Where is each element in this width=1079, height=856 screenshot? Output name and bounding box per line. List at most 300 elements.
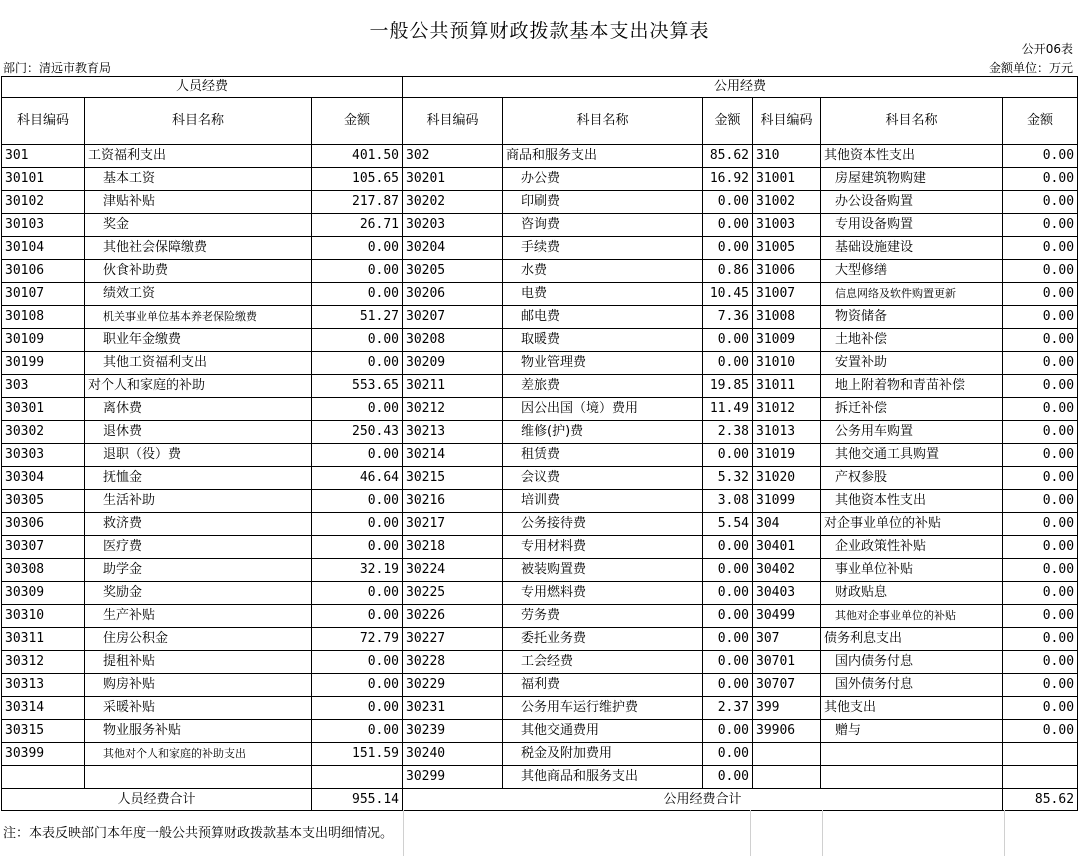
cell-amount: 0.00 <box>703 720 753 743</box>
cell-amount: 401.50 <box>312 145 403 168</box>
cell-amount: 16.92 <box>703 168 753 191</box>
cell-code: 31013 <box>753 421 821 444</box>
department-label: 部门：清远市教育局 <box>3 61 112 75</box>
table-row <box>2 214 1078 237</box>
col-header-code: 科目编码 <box>403 98 503 145</box>
cell-code: 30203 <box>403 214 503 237</box>
cell-code: 31011 <box>753 375 821 398</box>
cell-code: 30305 <box>2 490 85 513</box>
cell-name: 其他资本性支出 <box>821 490 1003 513</box>
cell-name: 离休费 <box>85 398 312 421</box>
cell-code: 30106 <box>2 260 85 283</box>
cell-amount: 0.00 <box>312 651 403 674</box>
cell-name: 取暖费 <box>503 329 703 352</box>
cell-name: 产权参股 <box>821 467 1003 490</box>
cell-amount: 0.00 <box>1003 145 1078 168</box>
table-row <box>2 444 1078 467</box>
public-group-header: 公用经费 <box>403 77 1078 98</box>
cell-code: 30307 <box>2 536 85 559</box>
cell-amount: 0.00 <box>1003 398 1078 421</box>
cell-amount: 0.00 <box>312 237 403 260</box>
cell-code: 30104 <box>2 237 85 260</box>
cell-amount: 0.00 <box>312 605 403 628</box>
cell-name: 住房公积金 <box>85 628 312 651</box>
cell-name: 国内债务付息 <box>821 651 1003 674</box>
footnote: 注：本表反映部门本年度一般公共预算财政拨款基本支出明细情况。 <box>3 826 394 841</box>
page-title: 一般公共预算财政拨款基本支出决算表 <box>369 20 710 42</box>
cell-code: 31012 <box>753 398 821 421</box>
cell-name: 职业年金缴费 <box>85 329 312 352</box>
cell-amount: 0.00 <box>1003 283 1078 306</box>
cell-amount: 0.00 <box>703 674 753 697</box>
cell-name: 维修(护)费 <box>503 421 703 444</box>
cell-name: 商品和服务支出 <box>503 145 703 168</box>
table-row <box>2 651 1078 674</box>
table-row <box>2 743 1078 766</box>
public-total-label: 公用经费合计 <box>403 789 1003 811</box>
cell-amount: 51.27 <box>312 306 403 329</box>
cell-amount: 7.36 <box>703 306 753 329</box>
cell-code: 30231 <box>403 697 503 720</box>
cell-name: 房屋建筑物购建 <box>821 168 1003 191</box>
table-row <box>2 720 1078 743</box>
cell-name: 税金及附加费用 <box>503 743 703 766</box>
col-header-name: 科目名称 <box>821 98 1003 145</box>
table-row <box>2 559 1078 582</box>
table-row <box>2 536 1078 559</box>
cell-name: 培训费 <box>503 490 703 513</box>
cell-code: 30216 <box>403 490 503 513</box>
cell-name: 手续费 <box>503 237 703 260</box>
cell-amount <box>1003 743 1078 766</box>
cell-amount: 0.00 <box>312 444 403 467</box>
cell-code: 30302 <box>2 421 85 444</box>
cell-code: 31005 <box>753 237 821 260</box>
cell-code: 30226 <box>403 605 503 628</box>
col-header-amount: 金额 <box>312 98 403 145</box>
cell-name: 土地补偿 <box>821 329 1003 352</box>
cell-code: 30199 <box>2 352 85 375</box>
cell-code: 30209 <box>403 352 503 375</box>
cell-code: 30202 <box>403 191 503 214</box>
cell-name: 赠与 <box>821 720 1003 743</box>
cell-amount: 151.59 <box>312 743 403 766</box>
cell-name: 采暖补贴 <box>85 697 312 720</box>
cell-code: 31010 <box>753 352 821 375</box>
cell-name: 差旅费 <box>503 375 703 398</box>
cell-code: 30310 <box>2 605 85 628</box>
cell-name: 其他对个人和家庭的补助支出 <box>85 743 312 766</box>
cell-amount: 0.00 <box>1003 329 1078 352</box>
cell-name: 奖金 <box>85 214 312 237</box>
cell-name: 拆迁补偿 <box>821 398 1003 421</box>
cell-name: 企业政策性补贴 <box>821 536 1003 559</box>
cell-code: 30311 <box>2 628 85 651</box>
cell-name: 生产补贴 <box>85 605 312 628</box>
cell-amount: 0.00 <box>703 743 753 766</box>
cell-amount: 46.64 <box>312 467 403 490</box>
cell-code: 30208 <box>403 329 503 352</box>
cell-name: 公务接待费 <box>503 513 703 536</box>
cell-code: 30201 <box>403 168 503 191</box>
cell-name <box>821 766 1003 789</box>
cell-name: 因公出国（境）费用 <box>503 398 703 421</box>
cell-code: 30228 <box>403 651 503 674</box>
cell-amount: 3.08 <box>703 490 753 513</box>
cell-name: 水费 <box>503 260 703 283</box>
cell-code: 30240 <box>403 743 503 766</box>
group-header-row <box>2 77 1078 98</box>
column-header-row <box>2 98 1078 145</box>
cell-amount: 0.00 <box>312 720 403 743</box>
cell-name: 其他社会保障缴费 <box>85 237 312 260</box>
cell-name: 事业单位补贴 <box>821 559 1003 582</box>
cell-name: 地上附着物和青苗补偿 <box>821 375 1003 398</box>
cell-amount: 0.00 <box>703 214 753 237</box>
cell-amount: 0.00 <box>1003 536 1078 559</box>
table-row <box>2 467 1078 490</box>
col-header-name: 科目名称 <box>85 98 312 145</box>
col-header-amount: 金额 <box>703 98 753 145</box>
cell-amount: 0.00 <box>1003 214 1078 237</box>
cell-amount: 0.00 <box>312 697 403 720</box>
cell-name: 工会经费 <box>503 651 703 674</box>
table-row <box>2 697 1078 720</box>
cell-code <box>2 766 85 789</box>
cell-code: 30499 <box>753 605 821 628</box>
cell-name: 购房补贴 <box>85 674 312 697</box>
cell-code: 31099 <box>753 490 821 513</box>
cell-amount: 0.00 <box>1003 628 1078 651</box>
cell-amount: 0.00 <box>1003 467 1078 490</box>
cell-amount <box>312 766 403 789</box>
cell-amount: 0.00 <box>1003 720 1078 743</box>
cell-name: 对企事业单位的补贴 <box>821 513 1003 536</box>
public-total-value: 85.62 <box>1003 789 1078 811</box>
cell-name: 大型修缮 <box>821 260 1003 283</box>
cell-code: 30204 <box>403 237 503 260</box>
cell-code: 304 <box>753 513 821 536</box>
cell-name: 基础设施建设 <box>821 237 1003 260</box>
personnel-group-header: 人员经费 <box>2 77 403 98</box>
table-row <box>2 582 1078 605</box>
cell-amount: 0.00 <box>703 237 753 260</box>
table-row <box>2 168 1078 191</box>
table-row <box>2 237 1078 260</box>
cell-amount: 0.00 <box>703 329 753 352</box>
cell-name: 抚恤金 <box>85 467 312 490</box>
cell-amount: 2.37 <box>703 697 753 720</box>
cell-name: 其他对企事业单位的补贴 <box>821 605 1003 628</box>
cell-code: 31009 <box>753 329 821 352</box>
cell-code: 31002 <box>753 191 821 214</box>
cell-amount: 0.00 <box>1003 260 1078 283</box>
table-row <box>2 628 1078 651</box>
cell-code: 30403 <box>753 582 821 605</box>
cell-name: 救济费 <box>85 513 312 536</box>
cell-amount: 0.00 <box>703 444 753 467</box>
cell-code: 30309 <box>2 582 85 605</box>
cell-code: 30308 <box>2 559 85 582</box>
cell-code: 30299 <box>403 766 503 789</box>
cell-code: 31008 <box>753 306 821 329</box>
cell-code: 30211 <box>403 375 503 398</box>
cell-amount: 0.00 <box>703 605 753 628</box>
cell-amount: 0.00 <box>312 490 403 513</box>
table-row <box>2 375 1078 398</box>
cell-name: 其他支出 <box>821 697 1003 720</box>
col-header-name: 科目名称 <box>503 98 703 145</box>
cell-code: 30304 <box>2 467 85 490</box>
table-row <box>2 605 1078 628</box>
cell-amount: 26.71 <box>312 214 403 237</box>
cell-name: 委托业务费 <box>503 628 703 651</box>
cell-amount: 0.00 <box>703 582 753 605</box>
cell-amount: 0.00 <box>1003 513 1078 536</box>
cell-amount: 0.00 <box>1003 651 1078 674</box>
cell-code: 30109 <box>2 329 85 352</box>
cell-name: 劳务费 <box>503 605 703 628</box>
cell-amount: 0.00 <box>312 283 403 306</box>
cell-name: 办公费 <box>503 168 703 191</box>
cell-name: 专用材料费 <box>503 536 703 559</box>
table-row <box>2 766 1078 789</box>
cell-name: 物业管理费 <box>503 352 703 375</box>
form-number: 公开06表 <box>1021 42 1073 56</box>
cell-amount: 0.00 <box>703 191 753 214</box>
cell-amount: 0.00 <box>1003 605 1078 628</box>
cell-name: 租赁费 <box>503 444 703 467</box>
cell-name <box>821 743 1003 766</box>
cell-code: 30225 <box>403 582 503 605</box>
grid-line <box>1004 810 1005 856</box>
cell-amount: 32.19 <box>312 559 403 582</box>
cell-amount: 0.00 <box>1003 559 1078 582</box>
cell-name: 退休费 <box>85 421 312 444</box>
cell-code: 30205 <box>403 260 503 283</box>
cell-code: 30103 <box>2 214 85 237</box>
totals-row <box>2 789 1078 811</box>
cell-code: 302 <box>403 145 503 168</box>
col-header-amount: 金额 <box>1003 98 1078 145</box>
cell-amount: 0.00 <box>703 352 753 375</box>
cell-name: 其他交通工具购置 <box>821 444 1003 467</box>
cell-name: 伙食补助费 <box>85 260 312 283</box>
cell-name: 津贴补贴 <box>85 191 312 214</box>
cell-name: 债务利息支出 <box>821 628 1003 651</box>
table-row <box>2 421 1078 444</box>
cell-amount: 0.00 <box>703 536 753 559</box>
cell-amount: 105.65 <box>312 168 403 191</box>
cell-code: 30108 <box>2 306 85 329</box>
cell-code: 30301 <box>2 398 85 421</box>
table-row <box>2 283 1078 306</box>
cell-name: 信息网络及软件购置更新 <box>821 283 1003 306</box>
cell-name: 工资福利支出 <box>85 145 312 168</box>
cell-code: 30701 <box>753 651 821 674</box>
unit-label: 金额单位：万元 <box>988 61 1073 75</box>
cell-name: 机关事业单位基本养老保险缴费 <box>85 306 312 329</box>
cell-name: 对个人和家庭的补助 <box>85 375 312 398</box>
cell-name: 办公设备购置 <box>821 191 1003 214</box>
cell-amount: 0.00 <box>1003 697 1078 720</box>
cell-amount: 250.43 <box>312 421 403 444</box>
cell-amount: 2.38 <box>703 421 753 444</box>
cell-name: 助学金 <box>85 559 312 582</box>
table-row <box>2 398 1078 421</box>
cell-code: 30224 <box>403 559 503 582</box>
cell-name: 其他商品和服务支出 <box>503 766 703 789</box>
cell-code: 30315 <box>2 720 85 743</box>
cell-amount: 0.00 <box>312 513 403 536</box>
cell-code: 31020 <box>753 467 821 490</box>
cell-code: 30213 <box>403 421 503 444</box>
cell-code: 30229 <box>403 674 503 697</box>
cell-name: 物业服务补贴 <box>85 720 312 743</box>
cell-code: 310 <box>753 145 821 168</box>
table-row <box>2 306 1078 329</box>
cell-code: 31019 <box>753 444 821 467</box>
cell-name: 福利费 <box>503 674 703 697</box>
cell-code: 30399 <box>2 743 85 766</box>
cell-name: 绩效工资 <box>85 283 312 306</box>
cell-code: 30313 <box>2 674 85 697</box>
cell-code <box>753 766 821 789</box>
cell-amount: 72.79 <box>312 628 403 651</box>
cell-amount: 0.00 <box>1003 421 1078 444</box>
cell-amount: 10.45 <box>703 283 753 306</box>
cell-name: 退职（役）费 <box>85 444 312 467</box>
personnel-total-label: 人员经费合计 <box>2 789 312 811</box>
cell-name: 专用设备购置 <box>821 214 1003 237</box>
cell-name: 公务用车购置 <box>821 421 1003 444</box>
cell-name: 印刷费 <box>503 191 703 214</box>
cell-name: 提租补贴 <box>85 651 312 674</box>
cell-name: 咨询费 <box>503 214 703 237</box>
cell-amount: 0.00 <box>703 766 753 789</box>
cell-amount: 553.65 <box>312 375 403 398</box>
cell-code: 30101 <box>2 168 85 191</box>
cell-code: 31007 <box>753 283 821 306</box>
col-header-code: 科目编码 <box>753 98 821 145</box>
cell-code: 30215 <box>403 467 503 490</box>
cell-name: 财政贴息 <box>821 582 1003 605</box>
cell-code: 30402 <box>753 559 821 582</box>
cell-code: 30239 <box>403 720 503 743</box>
cell-code: 30707 <box>753 674 821 697</box>
col-header-code: 科目编码 <box>2 98 85 145</box>
cell-name: 电费 <box>503 283 703 306</box>
cell-name: 其他交通费用 <box>503 720 703 743</box>
cell-amount: 11.49 <box>703 398 753 421</box>
cell-name: 物资储备 <box>821 306 1003 329</box>
cell-name: 公务用车运行维护费 <box>503 697 703 720</box>
cell-code: 30312 <box>2 651 85 674</box>
cell-code: 30218 <box>403 536 503 559</box>
cell-code: 307 <box>753 628 821 651</box>
table-row <box>2 352 1078 375</box>
cell-amount: 0.00 <box>1003 352 1078 375</box>
table-row <box>2 191 1078 214</box>
personnel-total-value: 955.14 <box>312 789 403 811</box>
table-row <box>2 329 1078 352</box>
cell-name: 其他资本性支出 <box>821 145 1003 168</box>
cell-code: 30314 <box>2 697 85 720</box>
cell-code: 39906 <box>753 720 821 743</box>
cell-amount: 0.00 <box>1003 168 1078 191</box>
cell-amount: 0.00 <box>312 260 403 283</box>
cell-amount: 0.00 <box>1003 306 1078 329</box>
cell-amount: 0.00 <box>703 651 753 674</box>
cell-amount: 0.00 <box>1003 582 1078 605</box>
cell-amount: 19.85 <box>703 375 753 398</box>
cell-code: 31001 <box>753 168 821 191</box>
table-row <box>2 513 1078 536</box>
cell-amount: 0.00 <box>312 536 403 559</box>
cell-code: 30306 <box>2 513 85 536</box>
table-row <box>2 674 1078 697</box>
cell-name: 专用燃料费 <box>503 582 703 605</box>
cell-amount: 0.00 <box>1003 674 1078 697</box>
table-row <box>2 145 1078 168</box>
cell-code: 30207 <box>403 306 503 329</box>
cell-name: 国外债务付息 <box>821 674 1003 697</box>
expenditure-table <box>1 76 1078 811</box>
cell-amount: 0.86 <box>703 260 753 283</box>
grid-line <box>750 810 751 856</box>
cell-name: 邮电费 <box>503 306 703 329</box>
cell-code: 30401 <box>753 536 821 559</box>
cell-code: 30214 <box>403 444 503 467</box>
cell-code: 30107 <box>2 283 85 306</box>
cell-code: 30303 <box>2 444 85 467</box>
grid-line <box>403 810 404 856</box>
cell-code: 30217 <box>403 513 503 536</box>
cell-code: 30102 <box>2 191 85 214</box>
cell-amount: 0.00 <box>312 329 403 352</box>
cell-name <box>85 766 312 789</box>
cell-code: 31003 <box>753 214 821 237</box>
cell-amount: 0.00 <box>1003 444 1078 467</box>
cell-amount: 5.32 <box>703 467 753 490</box>
cell-name: 安置补助 <box>821 352 1003 375</box>
cell-code: 30206 <box>403 283 503 306</box>
cell-name: 会议费 <box>503 467 703 490</box>
table-row <box>2 490 1078 513</box>
cell-amount: 0.00 <box>312 352 403 375</box>
cell-code: 31006 <box>753 260 821 283</box>
table-row <box>2 260 1078 283</box>
cell-amount: 0.00 <box>703 559 753 582</box>
cell-code: 30227 <box>403 628 503 651</box>
cell-name: 奖励金 <box>85 582 312 605</box>
cell-amount: 5.54 <box>703 513 753 536</box>
cell-amount: 0.00 <box>1003 191 1078 214</box>
cell-amount: 0.00 <box>1003 375 1078 398</box>
cell-code: 303 <box>2 375 85 398</box>
cell-amount: 0.00 <box>1003 490 1078 513</box>
cell-amount: 0.00 <box>312 674 403 697</box>
cell-name: 生活补助 <box>85 490 312 513</box>
cell-amount: 0.00 <box>703 628 753 651</box>
cell-code: 301 <box>2 145 85 168</box>
cell-name: 基本工资 <box>85 168 312 191</box>
cell-name: 被装购置费 <box>503 559 703 582</box>
cell-name: 医疗费 <box>85 536 312 559</box>
cell-code: 30212 <box>403 398 503 421</box>
cell-amount <box>1003 766 1078 789</box>
cell-code: 399 <box>753 697 821 720</box>
